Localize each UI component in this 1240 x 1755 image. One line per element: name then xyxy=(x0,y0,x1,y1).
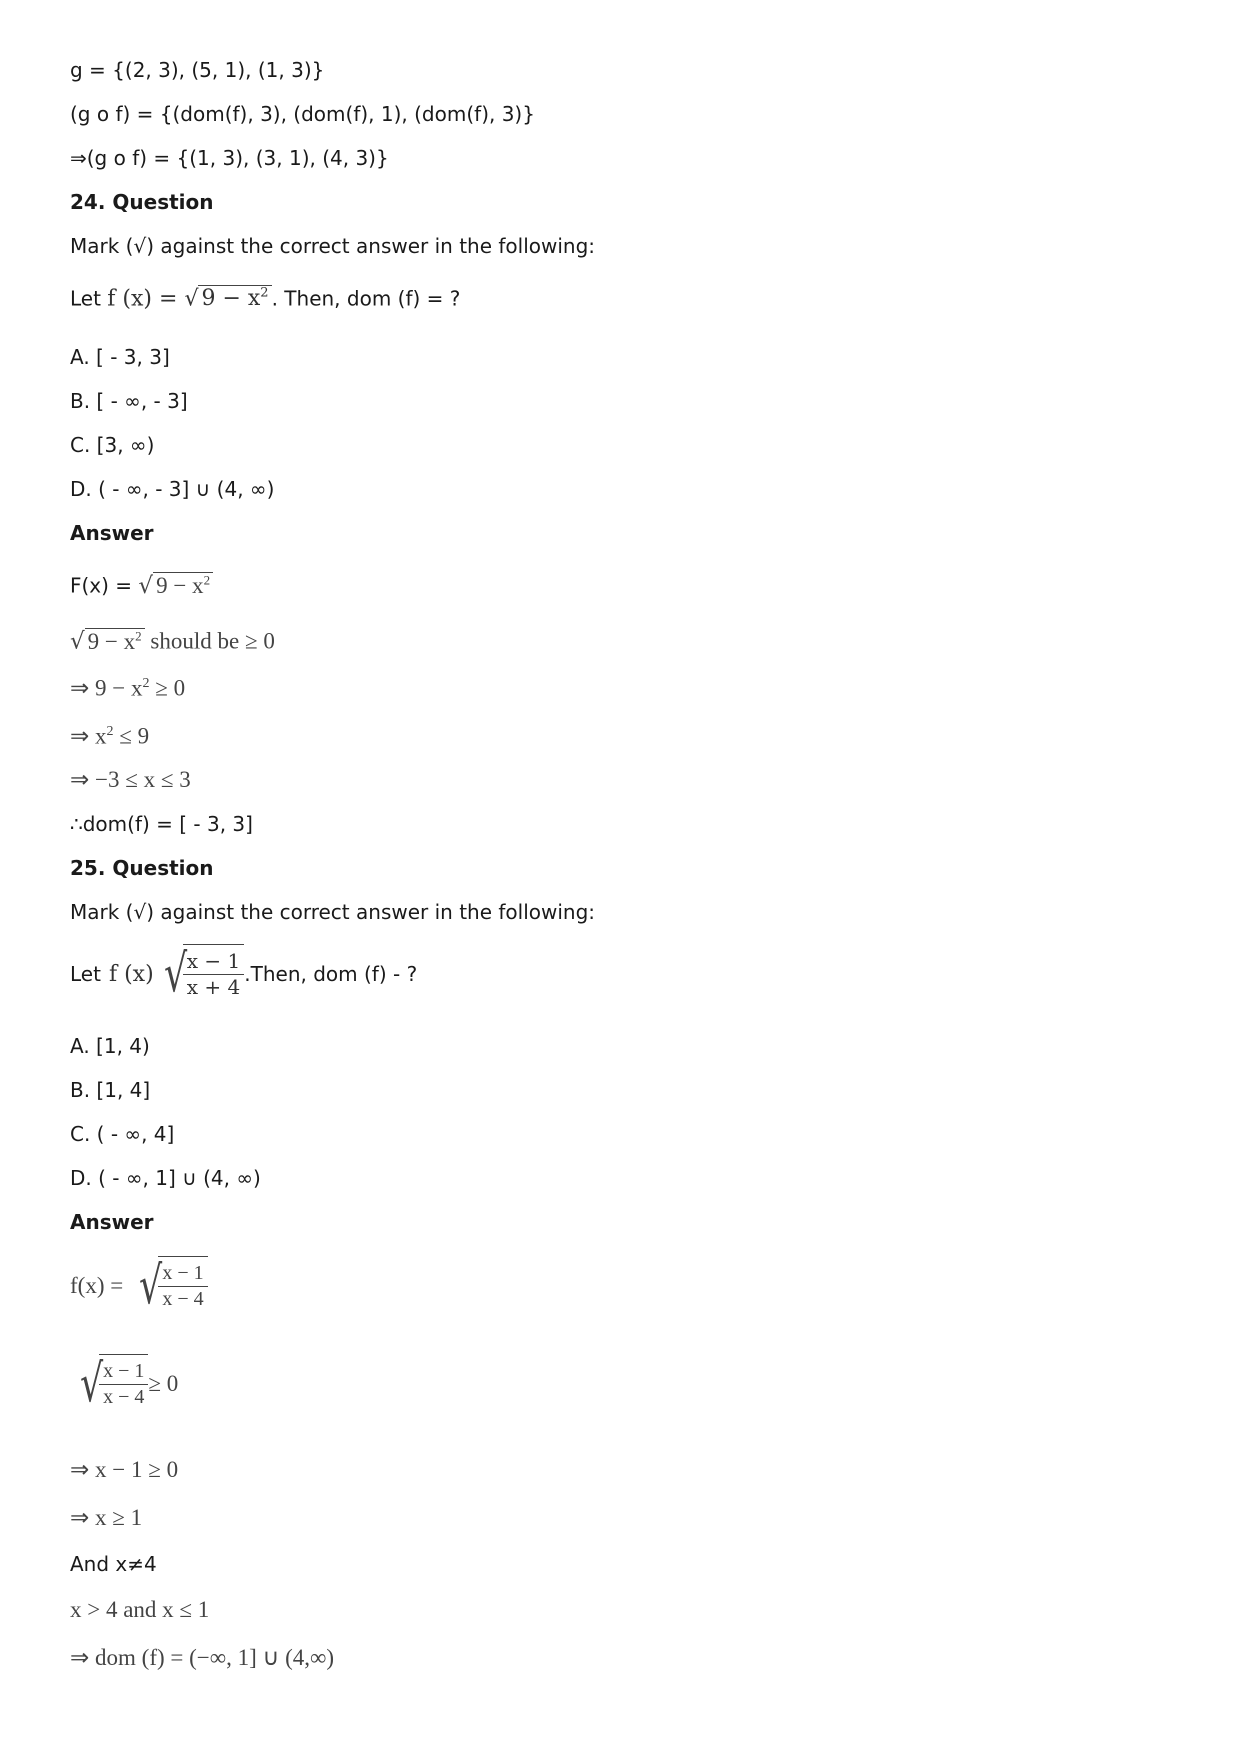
solution-step: And x≠4 xyxy=(70,1552,157,1576)
question-instruction: Mark (√) against the correct answer in the following: xyxy=(70,234,596,258)
text-line: ⇒(g o f) = {(1, 3), (3, 1), (4, 3)} xyxy=(70,146,389,170)
option-b: B. [ - ∞, - 3] xyxy=(70,389,188,413)
solution-step: ⇒ −3 ≤ x ≤ 3 xyxy=(70,767,191,792)
text-line: (g o f) = {(dom(f), 3), (dom(f), 1), (dom(f), 3)} xyxy=(70,102,535,126)
let-label: Let xyxy=(70,962,101,986)
question-instruction: Mark (√) against the correct answer in the following: xyxy=(70,900,596,924)
solution-conclusion: ∴dom(f) = [ - 3, 3] xyxy=(70,812,253,836)
then-text: Then, dom (f) - ? xyxy=(250,962,418,986)
question-statement: Let f (x) = √ $9 - x^2$ . Then, dom (f) = ? xyxy=(70,286,461,312)
solution-step: f(x) = √ $\frac{x - 1}{x - 4}$ xyxy=(70,1256,208,1316)
question-heading: 24. Question xyxy=(70,190,214,214)
solution-step: ⇒ x − 1 ≥ 0 xyxy=(70,1457,179,1482)
solution-step: ⇒ x ≥ 1 xyxy=(70,1505,143,1530)
then-text: Then, dom (f) = ? xyxy=(284,286,461,311)
document-page xyxy=(70,0,1170,1755)
solution-step: √ $9 - x^2$ should be ≥ 0 xyxy=(70,628,275,655)
option-d: D. ( - ∞, - 3] ∪ (4, ∞) xyxy=(70,477,275,501)
solution-conclusion: ⇒ dom (f) = (−∞, 1] ∪ (4,∞) xyxy=(70,1645,335,1670)
answer-heading: Answer xyxy=(70,521,154,545)
solution-step: ⇒ $x^2 \le 9$ xyxy=(70,723,150,749)
question-statement: Let f (x) √ $\frac{x - 1}{x + 4}$ . Then, dom (f) - ? xyxy=(70,944,418,1004)
question-heading: 25. Question xyxy=(70,856,214,880)
solution-step: F(x) = √ $9 - x^2$ xyxy=(70,568,213,598)
function-expression: f (x) = √ $9 - x^2$ xyxy=(107,285,271,311)
option-b: B. [1, 4] xyxy=(70,1078,151,1102)
let-label: Let xyxy=(70,286,101,311)
solution-step: ⇒ $9 - x^2 \ge 0$ xyxy=(70,675,186,701)
option-d: D. ( - ∞, 1] ∪ (4, ∞) xyxy=(70,1166,261,1190)
answer-heading: Answer xyxy=(70,1210,154,1234)
option-c: C. ( - ∞, 4] xyxy=(70,1122,175,1146)
fraction-root: √ $\frac{x - 1}{x + 4}$ xyxy=(154,944,245,1004)
option-c: C. [3, ∞) xyxy=(70,433,155,457)
option-a: A. [1, 4) xyxy=(70,1034,150,1058)
text-line: g = {(2, 3), (5, 1), (1, 3)} xyxy=(70,58,325,82)
option-a: A. [ - 3, 3] xyxy=(70,345,170,369)
solution-step: x > 4 and x ≤ 1 xyxy=(70,1597,210,1622)
function-expression: f (x) xyxy=(108,961,154,987)
solution-step: √ $\frac{x - 1}{x - 4}$ ≥ 0 xyxy=(79,1354,179,1414)
